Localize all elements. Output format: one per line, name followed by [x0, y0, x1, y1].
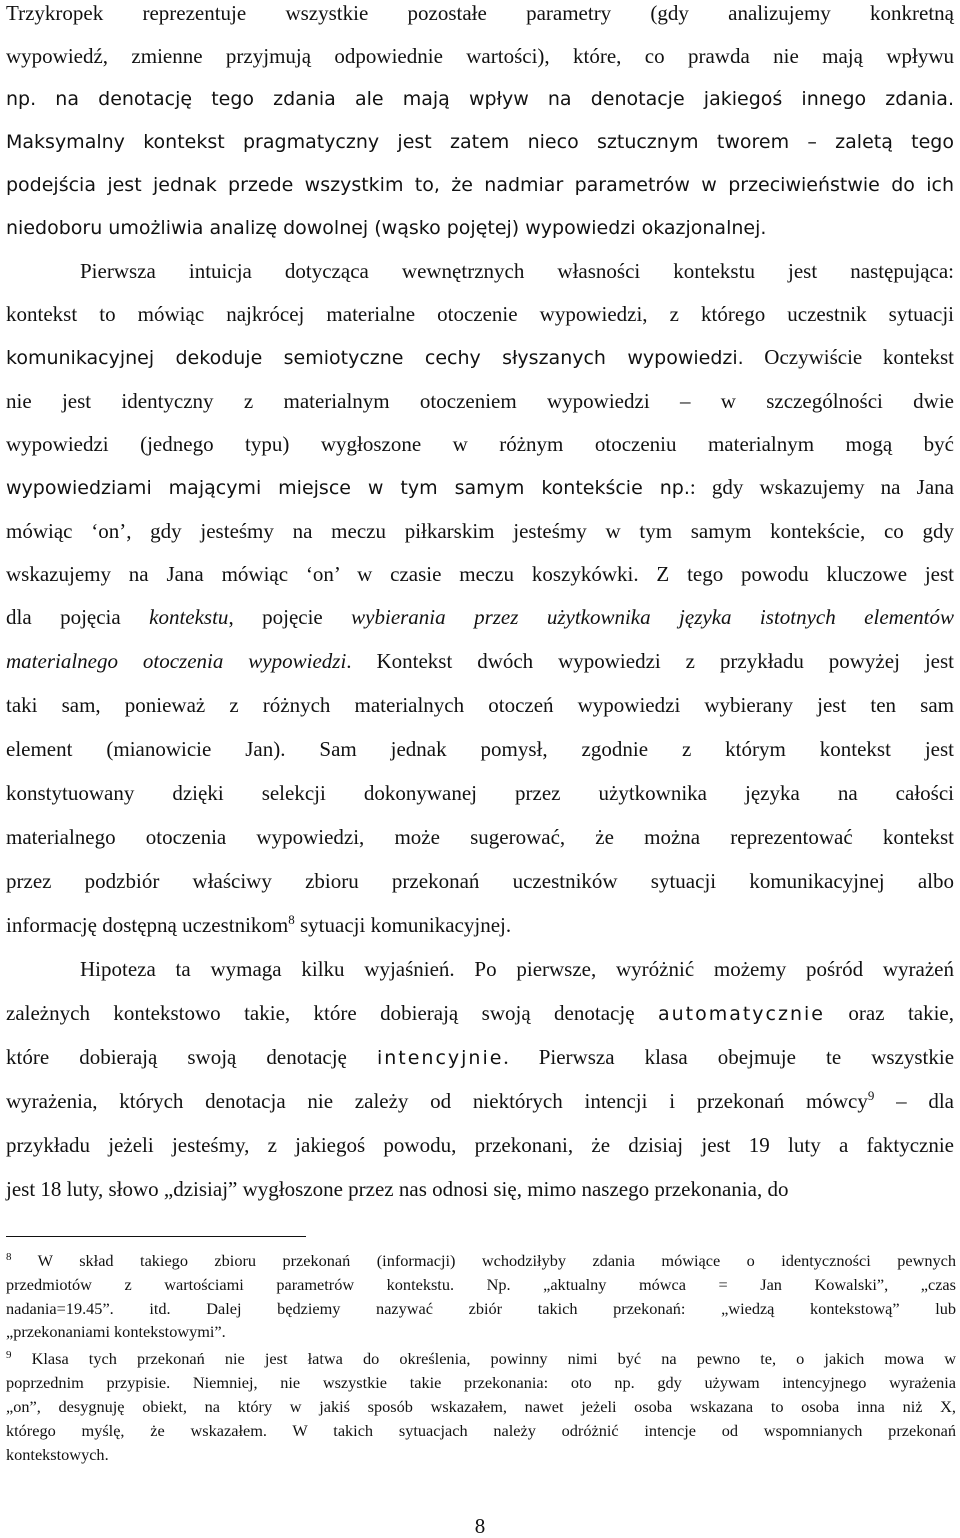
footnote-9-line: $^9$ Klasa tych przekonań nie jest łatwa do określenia, powinny nimi być na pewno te, o jakich mowa w	[6, 1349, 956, 1368]
body-line: które dobierają swoją denotację intencyjnie. Pierwsza klasa obejmuje te wszystkie	[6, 1045, 955, 1069]
body-line: mówiąc ‘on’, gdy jesteśmy na meczu piłkarskim jesteśmy w tym samym kontekście, co gdy	[6, 519, 954, 543]
body-line: taki sam, ponieważ z różnych materialnych otoczeń wypowiedzi wybierany jest ten sam	[6, 693, 954, 717]
body-line: zależnych kontekstowo takie, które dobierają swoją denotację automatycznie oraz takie,	[6, 1001, 955, 1025]
footnote-marker-9: 9	[6, 1349, 12, 1361]
body-line: konstytuowany dzięki selekcji dokonywanej przez użytkownika języka na całości	[6, 781, 954, 805]
body-line: Pierwsza intuicja dotycząca wewnętrznych własności kontekstu jest następująca:	[80, 259, 954, 283]
footnote-ref-8: 8	[288, 912, 295, 927]
footnote-separator	[6, 1236, 306, 1237]
body-line: element (mianowicie Jan). Sam jednak pomysł, zgodnie z którym kontekst jest	[6, 737, 954, 761]
body-line: wyrażenia, których denotacja nie zależy od niektórych intencji i przekonań mówcy$^9$ – dla	[6, 1088, 955, 1113]
body-line: informację dostępną uczestnikom$^8$ sytuacji komunikacyjnej.	[6, 912, 512, 937]
footnote-8-line: „przekonaniami kontekstowymi”.	[6, 1322, 226, 1341]
body-line: Trzykropek reprezentuje wszystkie pozostałe parametry (gdy analizujemy konkretną	[6, 1, 954, 25]
page-number: 8	[474, 1514, 486, 1538]
body-line: wypowiedzi (jednego typu) wygłoszone w różnym otoczeniu materialnym mogą być	[6, 432, 954, 456]
body-line: np. na denotację tego zdania ale mają wpływ na denotacje jakiegoś innego zdania.	[6, 88, 954, 110]
body-line: wypowiedziami mającymi miejsce w tym samym kontekście np.: gdy wskazujemy na Jana	[6, 475, 954, 499]
footnote-9-line: kontekstowych.	[6, 1445, 109, 1464]
body-line: komunikacyjnej dekoduje semiotyczne cechy słyszanych wypowiedzi. Oczywiście kontekst	[6, 345, 954, 369]
body-line: niedoboru umożliwia analizę dowolnej (wąsko pojętej) wypowiedzi okazjonalnej.	[6, 217, 767, 239]
body-line: materialnego otoczenia wypowiedzi, może sugerować, że można reprezentować kontekst	[6, 825, 954, 849]
body-line: wypowiedź, zmienne przyjmują odpowiednie wartości), które, co prawda nie mają wpływu	[6, 44, 954, 68]
body-line: nie jest identyczny z materialnym otoczeniem wypowiedzi – w szczególności dwie	[6, 389, 954, 413]
footnote-9-line: „on”, desygnuję obiekt, na który w jakiś sposób wskazałem, nawet jeżeli osoba wskazana to osoba inna niż X,	[6, 1397, 956, 1416]
footnote-8-line: $^8$ W skład takiego zbioru przekonań (informacji) wchodziłyby zdania mówiące o identyczności pewnych	[6, 1251, 956, 1270]
body-line: materialnego otoczenia wypowiedzi. Kontekst dwóch wypowiedzi z przykładu powyżej jest	[6, 649, 954, 673]
body-line: jest 18 luty, słowo „dzisiaj” wygłoszone przez nas odnosi się, mimo naszego przekonania, do	[6, 1177, 789, 1201]
footnote-8-line: przedmiotów z wartościami parametrów kontekstu. Np. „aktualny mówca = Jan Kowalski”, „czas	[6, 1275, 956, 1294]
body-line: kontekst to mówiąc najkrócej materialne otoczenie wypowiedzi, z którego uczestnik sytuacji	[6, 302, 954, 326]
footnote-8-line: nadania=19.45”. itd. Dalej będziemy nazywać zbiór takich przekonań: „wiedzą kontekstową” lub	[6, 1299, 956, 1318]
body-line: przykładu jeżeli jesteśmy, z jakiegoś powodu, przekonani, że dzisiaj jest 19 luty a faktycznie	[6, 1133, 954, 1157]
body-line: Hipoteza ta wymaga kilku wyjaśnień. Po pierwsze, wyróżnić możemy pośród wyrażeń	[80, 957, 954, 981]
body-line: dla pojęcia kontekstu, pojęcie wybierania przez użytkownika języka istotnych elementów	[6, 605, 954, 629]
footnote-9-line: poprzednim przypisie. Niemniej, nie wszystkie takie przekonania: oto np. gdy używam intencyjnego wyrażenia	[6, 1373, 956, 1392]
footnote-9-line: którego myślę, że wskazałem. W takich sytuacjach należy odróżnić intencje od wspomnianych przekonań	[6, 1421, 956, 1440]
footnote-marker-8: 8	[6, 1251, 12, 1263]
body-line: przez podzbiór właściwy zbioru przekonań uczestników sytuacji komunikacyjnej albo	[6, 869, 954, 893]
body-line: podejścia jest jednak przede wszystkim to, że nadmiar parametrów w przeciwieństwie do ich	[6, 174, 954, 196]
body-line: wskazujemy na Jana mówiąc ‘on’ w czasie meczu koszykówki. Z tego powodu kluczowe jest	[6, 562, 954, 586]
body-line: Maksymalny kontekst pragmatyczny jest zatem nieco sztucznym tworem – zaletą tego	[6, 131, 954, 153]
footnote-ref-9: 9	[867, 1088, 875, 1103]
